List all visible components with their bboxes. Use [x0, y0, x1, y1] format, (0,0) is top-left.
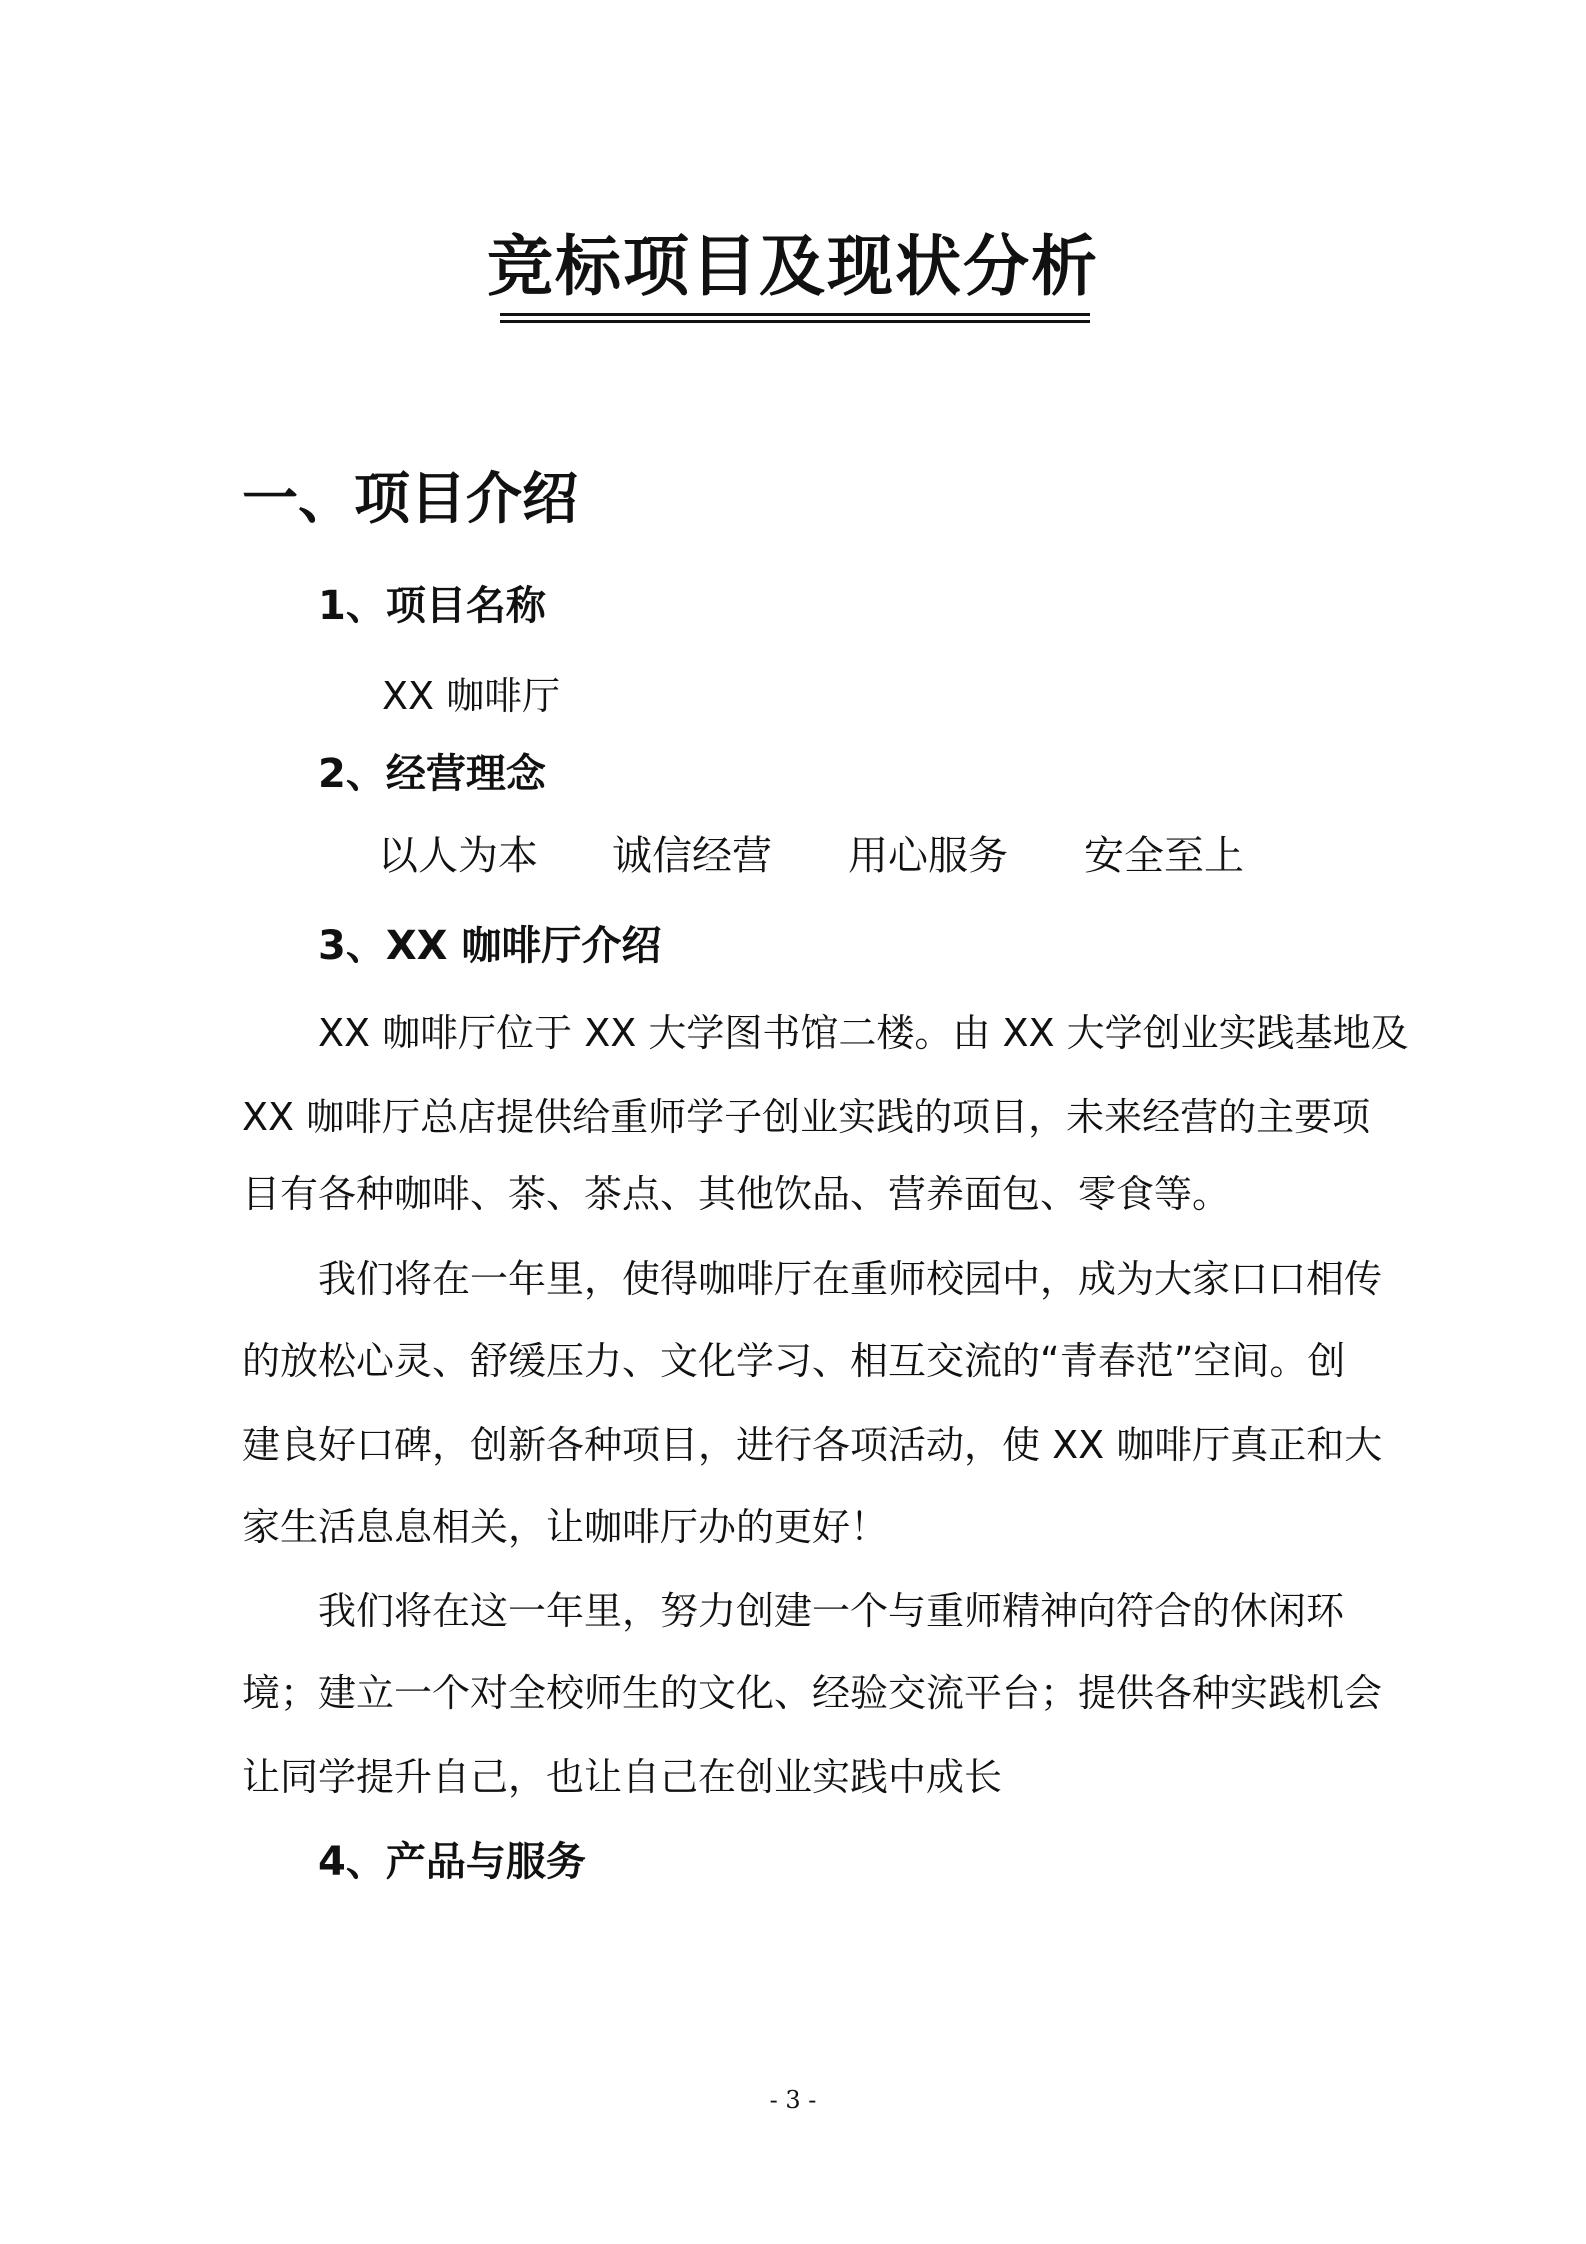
motto-item: 以人为本: [378, 833, 538, 879]
paragraph-line: XX 咖啡厅位于 XX 大学图书馆二楼。由 XX 大学创业实践基地及: [318, 1011, 1409, 1055]
paragraph-line: 目有各种咖啡、茶、茶点、其他饮品、营养面包、零食等。: [242, 1172, 1231, 1216]
paragraph-line: 家生活息息相关，让咖啡厅办的更好！: [242, 1505, 889, 1549]
title-underline-lower: [500, 320, 1090, 323]
title-underline-upper: [500, 313, 1090, 316]
paragraph-line: 让同学提升自己，也让自己在创业实践中成长: [242, 1755, 1003, 1799]
motto-item: 诚信经营: [612, 833, 772, 879]
subheading-philosophy: 2、经营理念: [318, 751, 546, 797]
paragraph-line: 的放松心灵、舒缓压力、文化学习、相互交流的“青春范”空间。创: [242, 1339, 1346, 1383]
paragraph-line: 境；建立一个对全校师生的文化、经验交流平台；提供各种实践机会: [242, 1671, 1383, 1715]
paragraph-line: 我们将在这一年里，努力创建一个与重师精神向符合的休闲环: [318, 1589, 1345, 1633]
subheading-introduction: 3、XX 咖啡厅介绍: [318, 923, 662, 969]
subheading-project-name: 1、项目名称: [318, 583, 546, 629]
paragraph-line: 我们将在一年里，使得咖啡厅在重师校园中，成为大家口口相传: [318, 1257, 1383, 1301]
paragraph-line: XX 咖啡厅总店提供给重师学子创业实践的项目，未来经营的主要项: [242, 1095, 1371, 1139]
section-heading: 一、项目介绍: [242, 467, 578, 532]
project-name-text: XX 咖啡厅: [382, 674, 561, 718]
paragraph-line: 建良好口碑，创新各种项目，进行各项活动，使 XX 咖啡厅真正和大: [242, 1423, 1383, 1467]
subheading-products-services: 4、产品与服务: [318, 1839, 586, 1885]
page-number: - 3 -: [769, 2086, 817, 2114]
motto-item: 安全至上: [1084, 833, 1244, 879]
motto-item: 用心服务: [848, 833, 1008, 879]
document-title: 竞标项目及现状分析: [487, 228, 1099, 305]
